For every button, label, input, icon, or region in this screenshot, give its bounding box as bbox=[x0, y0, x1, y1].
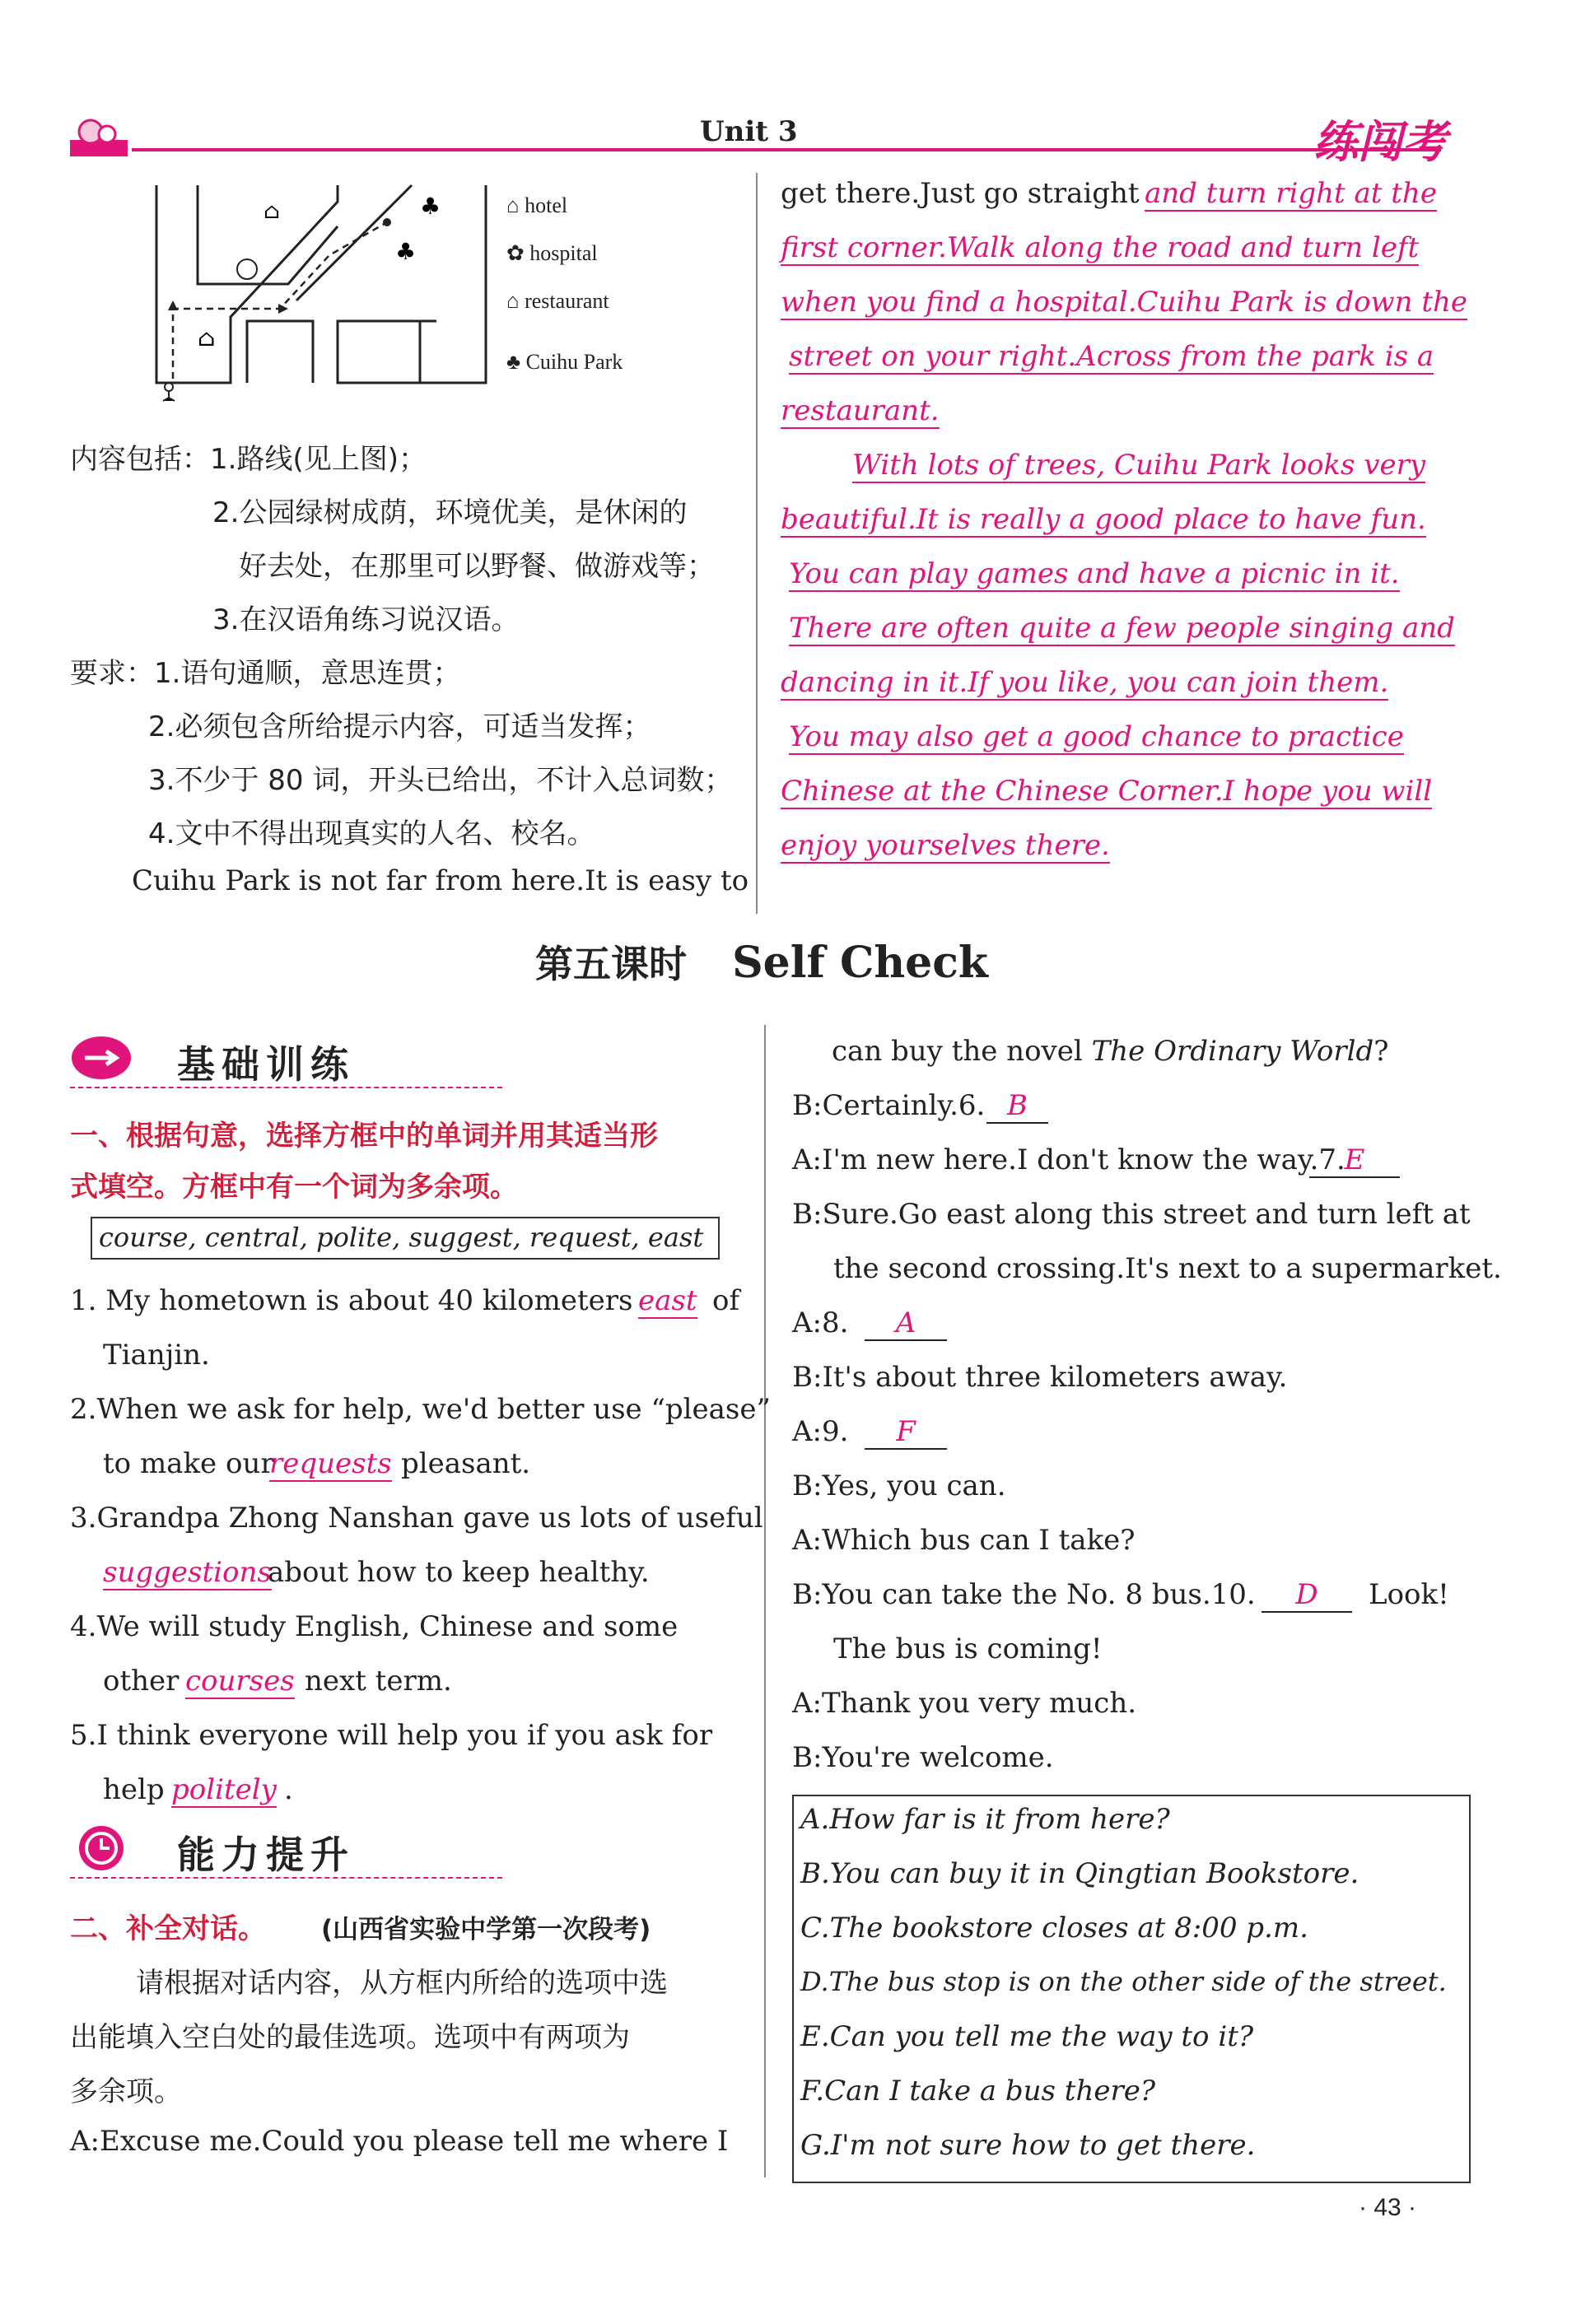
q3-text-a: 3.Grandpa Zhong Nanshan gave us lots of useful bbox=[70, 1502, 763, 1535]
dialog-line-8: B:It's about three kilometers away. bbox=[792, 1361, 1288, 1394]
dialog-line-2 bbox=[832, 1035, 1389, 1068]
route-map bbox=[148, 177, 494, 403]
clock-icon bbox=[70, 1823, 136, 1873]
content-2a: 2.公园绿树成荫，环境优美，是休闲的 bbox=[212, 496, 688, 529]
q3-answer: suggestions bbox=[103, 1556, 272, 1589]
q1-answer: east bbox=[638, 1284, 697, 1317]
answer-line-1: and turn right at the bbox=[1145, 177, 1437, 210]
answer-6: B bbox=[986, 1089, 1048, 1124]
lesson-title-cn: 第五课时 bbox=[535, 942, 687, 986]
unit-title: Unit 3 bbox=[700, 115, 798, 148]
answer-line-6: With lots of trees, Cuihu Park looks very bbox=[852, 449, 1426, 482]
dialog-line-12: B:You can take the No. 8 bus.10. bbox=[792, 1578, 1256, 1611]
req-4: 4.文中不得出现真实的人名、校名。 bbox=[148, 817, 595, 850]
q3-text-b: about how to keep healthy. bbox=[268, 1556, 650, 1589]
answer-line-10: dancing in it.If you like, you can join them. bbox=[781, 666, 1389, 699]
section1-instr-2: 式填空。方框中有一个词为多余项。 bbox=[70, 1171, 518, 1204]
section2-instr: 二、补全对话。 bbox=[70, 1912, 266, 1945]
option-d: D.The bus stop is on the other side of the street. bbox=[800, 1966, 1447, 1997]
svg-text:⌂: ⌂ bbox=[264, 199, 280, 224]
section2-desc-1: 请根据对话内容，从方框内所给的选项中选 bbox=[136, 1967, 668, 2000]
section2-source: (山西省实验中学第一次段考) bbox=[321, 1915, 651, 1944]
restaurant-icon: ⌂ bbox=[506, 289, 520, 313]
q4-text-a: 4.We will study English, Chinese and some bbox=[70, 1610, 679, 1643]
dialog-line-13: The bus is coming! bbox=[833, 1632, 1103, 1665]
option-g: G.I'm not sure how to get there. bbox=[800, 2129, 1256, 2162]
section2-badge bbox=[70, 1823, 506, 1877]
lesson-title-en: Self Check bbox=[732, 938, 988, 988]
section2-badge-label: 能力提升 bbox=[177, 1833, 355, 1877]
option-c: C.The bookstore closes at 8:00 p.m. bbox=[800, 1912, 1308, 1944]
svg-text:♣: ♣ bbox=[395, 238, 417, 265]
dialog-line-11: A:Which bus can I take? bbox=[792, 1524, 1136, 1557]
dialog-line-12b: Look! bbox=[1369, 1578, 1449, 1611]
answer-10: D bbox=[1262, 1578, 1352, 1613]
section2-desc-3: 多余项。 bbox=[70, 2075, 182, 2108]
column-divider-top bbox=[756, 173, 758, 914]
answer-9: F bbox=[865, 1415, 947, 1450]
svg-text:♣: ♣ bbox=[420, 193, 441, 220]
lesson-title bbox=[535, 934, 988, 989]
legend-park: ♣ Cuihu Park bbox=[506, 350, 623, 374]
content-3: 3.在汉语角练习说汉语。 bbox=[212, 603, 520, 636]
option-f: F.Can I take a bus there? bbox=[800, 2075, 1156, 2107]
req-title: 要求：1.语句通顺，意思连贯； bbox=[70, 657, 461, 690]
option-a: A.How far is it from here? bbox=[800, 1803, 1170, 1836]
hospital-icon: ✿ bbox=[506, 241, 525, 265]
word-box-text: course, central, polite, suggest, request, east bbox=[99, 1222, 704, 1253]
header-logo-left bbox=[66, 111, 132, 161]
answer-7: E bbox=[1309, 1143, 1400, 1178]
section2-badge-rule bbox=[70, 1877, 502, 1879]
options-box bbox=[792, 1795, 1471, 2183]
q2-text-a: 2.When we ask for help, we'd better use “please” bbox=[70, 1393, 771, 1426]
section1-badge-label: 基础训练 bbox=[177, 1042, 355, 1087]
content-2b: 好去处，在那里可以野餐、做游戏等； bbox=[239, 550, 715, 583]
header-rule bbox=[132, 148, 1441, 151]
answer-line-2: first corner.Walk along the road and turn left bbox=[781, 231, 1420, 264]
req-2: 2.必须包含所给提示内容，可适当发挥； bbox=[148, 710, 651, 743]
section2-desc-2: 出能填入空白处的最佳选项。选项中有两项为 bbox=[70, 2021, 630, 2054]
right-start: get there.Just go straight bbox=[781, 177, 1140, 210]
q5-text-b: help bbox=[103, 1773, 165, 1806]
answer-line-4: street on your right.Across from the park is a bbox=[789, 340, 1434, 373]
answer-line-7: beautiful.It is really a good place to have fun. bbox=[781, 503, 1426, 536]
pencil-icon bbox=[70, 1033, 136, 1083]
dialog-line-14: A:Thank you very much. bbox=[792, 1687, 1137, 1720]
q2-answer: requests bbox=[269, 1447, 392, 1480]
option-e: E.Can you tell me the way to it? bbox=[800, 2020, 1254, 2053]
section1-instr-1: 一、根据句意，选择方框中的单词并用其适当形 bbox=[70, 1120, 658, 1153]
legend-hotel: ⌂ hotel bbox=[506, 193, 568, 217]
page-number: · 43 · bbox=[1359, 2194, 1417, 2221]
svg-text:⌂: ⌂ bbox=[198, 324, 216, 352]
q4-answer: courses bbox=[185, 1665, 295, 1698]
section1-badge bbox=[70, 1033, 506, 1087]
dialog-line-1: A:Excuse me.Could you please tell me where I bbox=[70, 2125, 729, 2158]
dialog-line-5: B:Sure.Go east along this street and turn left at bbox=[792, 1198, 1471, 1231]
answer-line-9: There are often quite a few people singing and bbox=[789, 612, 1455, 645]
answer-line-12: Chinese at the Chinese Corner.I hope you will bbox=[781, 775, 1433, 808]
dialog-line-15: B:You're welcome. bbox=[792, 1741, 1054, 1774]
q1-text-a: 1. My hometown is about 40 kilometers bbox=[70, 1284, 633, 1317]
answer-line-11: You may also get a good chance to practice bbox=[789, 720, 1404, 753]
q2-text-b: to make our bbox=[103, 1447, 274, 1480]
legend-restaurant: ⌂ restaurant bbox=[506, 289, 609, 313]
dialog-line-7: A:8. bbox=[792, 1306, 849, 1339]
q5-text-c: . bbox=[284, 1773, 293, 1806]
dialog-line-6: the second crossing.It's next to a supermarket. bbox=[833, 1252, 1502, 1285]
legend-hospital: ✿ hospital bbox=[506, 241, 598, 265]
answer-8: A bbox=[865, 1306, 947, 1341]
dialog-line-3: B:Certainly.6. bbox=[792, 1089, 986, 1122]
q5-text-a: 5.I think everyone will help you if you ask for bbox=[70, 1719, 713, 1752]
q1-text-c: Tianjin. bbox=[103, 1339, 210, 1372]
header-logo-text: 练闯考 bbox=[1313, 116, 1447, 168]
q5-answer: politely bbox=[171, 1773, 277, 1806]
dialog-line-10: B:Yes, you can. bbox=[792, 1469, 1006, 1502]
answer-line-5: restaurant. bbox=[781, 394, 940, 427]
option-b: B.You can buy it in Qingtian Bookstore. bbox=[800, 1857, 1359, 1890]
column-divider-bottom bbox=[764, 1025, 766, 2177]
hotel-icon: ⌂ bbox=[506, 193, 520, 217]
content-title: 内容包括：1.路线(见上图)； bbox=[70, 443, 427, 476]
dialog-line-2b: ? bbox=[1373, 1035, 1389, 1068]
novel-title: The Ordinary World bbox=[1091, 1035, 1374, 1068]
word-box bbox=[91, 1217, 720, 1260]
q4-text-b: other bbox=[103, 1665, 180, 1698]
dialog-line-9: A:9. bbox=[792, 1415, 849, 1448]
answer-line-3: when you find a hospital.Cuihu Park is down the bbox=[781, 286, 1468, 319]
dialog-line-4: A:I'm new here.I don't know the way.7. bbox=[792, 1143, 1345, 1176]
req-3: 3.不少于 80 词，开头已给出，不计入总词数； bbox=[148, 764, 733, 797]
q1-text-b: of bbox=[712, 1284, 740, 1317]
q2-text-c: pleasant. bbox=[401, 1447, 531, 1480]
section1-badge-rule bbox=[70, 1087, 502, 1088]
answer-line-8: You can play games and have a picnic in it. bbox=[789, 557, 1400, 590]
answer-line-13: enjoy yourselves there. bbox=[781, 829, 1110, 862]
start-text: Cuihu Park is not far from here.It is easy to bbox=[132, 864, 749, 897]
tree-icon: ♣ bbox=[506, 350, 521, 374]
dialog-line-2a: can buy the novel bbox=[832, 1035, 1092, 1068]
q4-text-c: next term. bbox=[305, 1665, 452, 1698]
